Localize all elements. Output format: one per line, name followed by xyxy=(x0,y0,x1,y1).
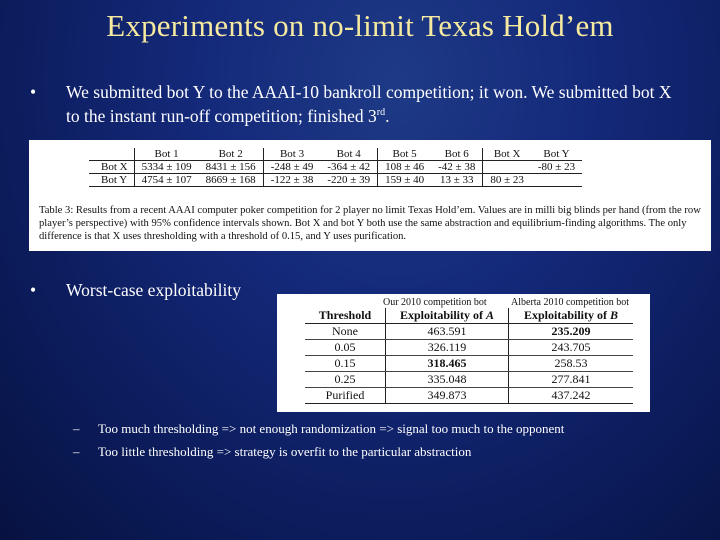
bullet-text: Worst-case exploitability xyxy=(66,280,241,300)
exploit-a-cell: 326.119 xyxy=(386,340,509,356)
alberta-bot-label: Alberta 2010 competition bot xyxy=(511,297,630,308)
table-header-cell: Bot 4 xyxy=(320,148,377,161)
table-cell: 159 ± 40 xyxy=(378,174,432,187)
table-header-cell: Bot 2 xyxy=(199,148,264,161)
our-bot-label: Our 2010 competition bot xyxy=(383,297,487,308)
sub-bullet-text: Too much thresholding => not enough randomization => signal too much to the opponent xyxy=(98,421,565,436)
exploit-b-cell: 258.53 xyxy=(509,356,634,372)
table-row xyxy=(305,356,633,372)
exploitability-table xyxy=(305,308,633,404)
slide-title: Experiments on no-limit Texas Hold’em xyxy=(106,8,614,43)
table-cell xyxy=(531,174,582,187)
table-cell: -220 ± 39 xyxy=(320,174,377,187)
exploit-b-cell: 437.242 xyxy=(509,388,634,404)
exploitability-panel xyxy=(277,294,650,412)
results-table xyxy=(89,148,582,187)
exploit-a-cell: 318.465 xyxy=(386,356,509,372)
table-row xyxy=(305,372,633,388)
bullet-text: We submitted bot Y to the AAAI-10 bankroll competition; it won. We submitted bot X to the instant run-off competition; finished 3rd. xyxy=(66,82,672,126)
sub-bullet-dash: – xyxy=(73,421,80,436)
threshold-cell: Purified xyxy=(305,388,386,404)
table-header-cell: Bot 6 xyxy=(431,148,483,161)
table-row xyxy=(89,161,582,174)
table-header-cell: Threshold xyxy=(305,308,386,324)
table-header-cell: Bot 1 xyxy=(134,148,199,161)
table-header-cell: Exploitability of B xyxy=(509,308,634,324)
table-row xyxy=(305,324,633,340)
exploit-a-cell: 335.048 xyxy=(386,372,509,388)
exploit-b-cell: 277.841 xyxy=(509,372,634,388)
table-cell: 8669 ± 168 xyxy=(199,174,264,187)
row-label: Bot Y xyxy=(89,174,134,187)
exploit-a-cell: 349.873 xyxy=(386,388,509,404)
threshold-cell: 0.25 xyxy=(305,372,386,388)
table-cell xyxy=(483,161,531,174)
exploit-a-cell: 463.591 xyxy=(386,324,509,340)
table-header-cell: Bot 3 xyxy=(263,148,320,161)
table-cell: -122 ± 38 xyxy=(263,174,320,187)
sub-bullet-dash: – xyxy=(73,444,80,459)
table-cell: 5334 ± 109 xyxy=(134,161,199,174)
table-header-cell: Bot X xyxy=(483,148,531,161)
bot-letter: B xyxy=(610,308,619,322)
bullet-dot: • xyxy=(30,280,37,300)
bot-letter: A xyxy=(486,308,495,322)
threshold-cell: 0.05 xyxy=(305,340,386,356)
table-cell: 80 ± 23 xyxy=(483,174,531,187)
table-header-cell: Exploitability of A xyxy=(386,308,509,324)
table-header-cell xyxy=(89,148,134,161)
table-cell: 13 ± 33 xyxy=(431,174,483,187)
table-cell: 4754 ± 107 xyxy=(134,174,199,187)
threshold-cell: None xyxy=(305,324,386,340)
table-caption: Table 3: Results from a recent AAAI computer poker competition for 2 player no limit Texas Hold’em. Values are in milli big blinds per hand (from the row player’s perspective) with 95% confidence intervals shown. Bot X and bot Y both use the same abstraction and equilibrium-finding algorithms. The only difference is that X uses thresholding with a threshold of 0.15, and Y uses purification. xyxy=(39,205,701,242)
row-label: Bot X xyxy=(89,161,134,174)
exploit-b-cell: 243.705 xyxy=(509,340,634,356)
threshold-cell: 0.15 xyxy=(305,356,386,372)
table-cell: -248 ± 49 xyxy=(263,161,320,174)
table-cell: -42 ± 38 xyxy=(431,161,483,174)
table-row xyxy=(89,174,582,187)
bullet-dot: • xyxy=(30,82,37,102)
sub-bullet-text: Too little thresholding => strategy is overfit to the particular abstraction xyxy=(98,444,472,459)
table-cell: -364 ± 42 xyxy=(320,161,377,174)
table-cell: -80 ± 23 xyxy=(531,161,582,174)
table-row xyxy=(305,388,633,404)
table-header-cell: Bot 5 xyxy=(378,148,432,161)
table-header-cell: Bot Y xyxy=(531,148,582,161)
table-cell: 108 ± 46 xyxy=(378,161,432,174)
exploit-b-cell: 235.209 xyxy=(509,324,634,340)
table3-panel xyxy=(29,140,711,251)
table-row xyxy=(305,340,633,356)
table-cell: 8431 ± 156 xyxy=(199,161,264,174)
